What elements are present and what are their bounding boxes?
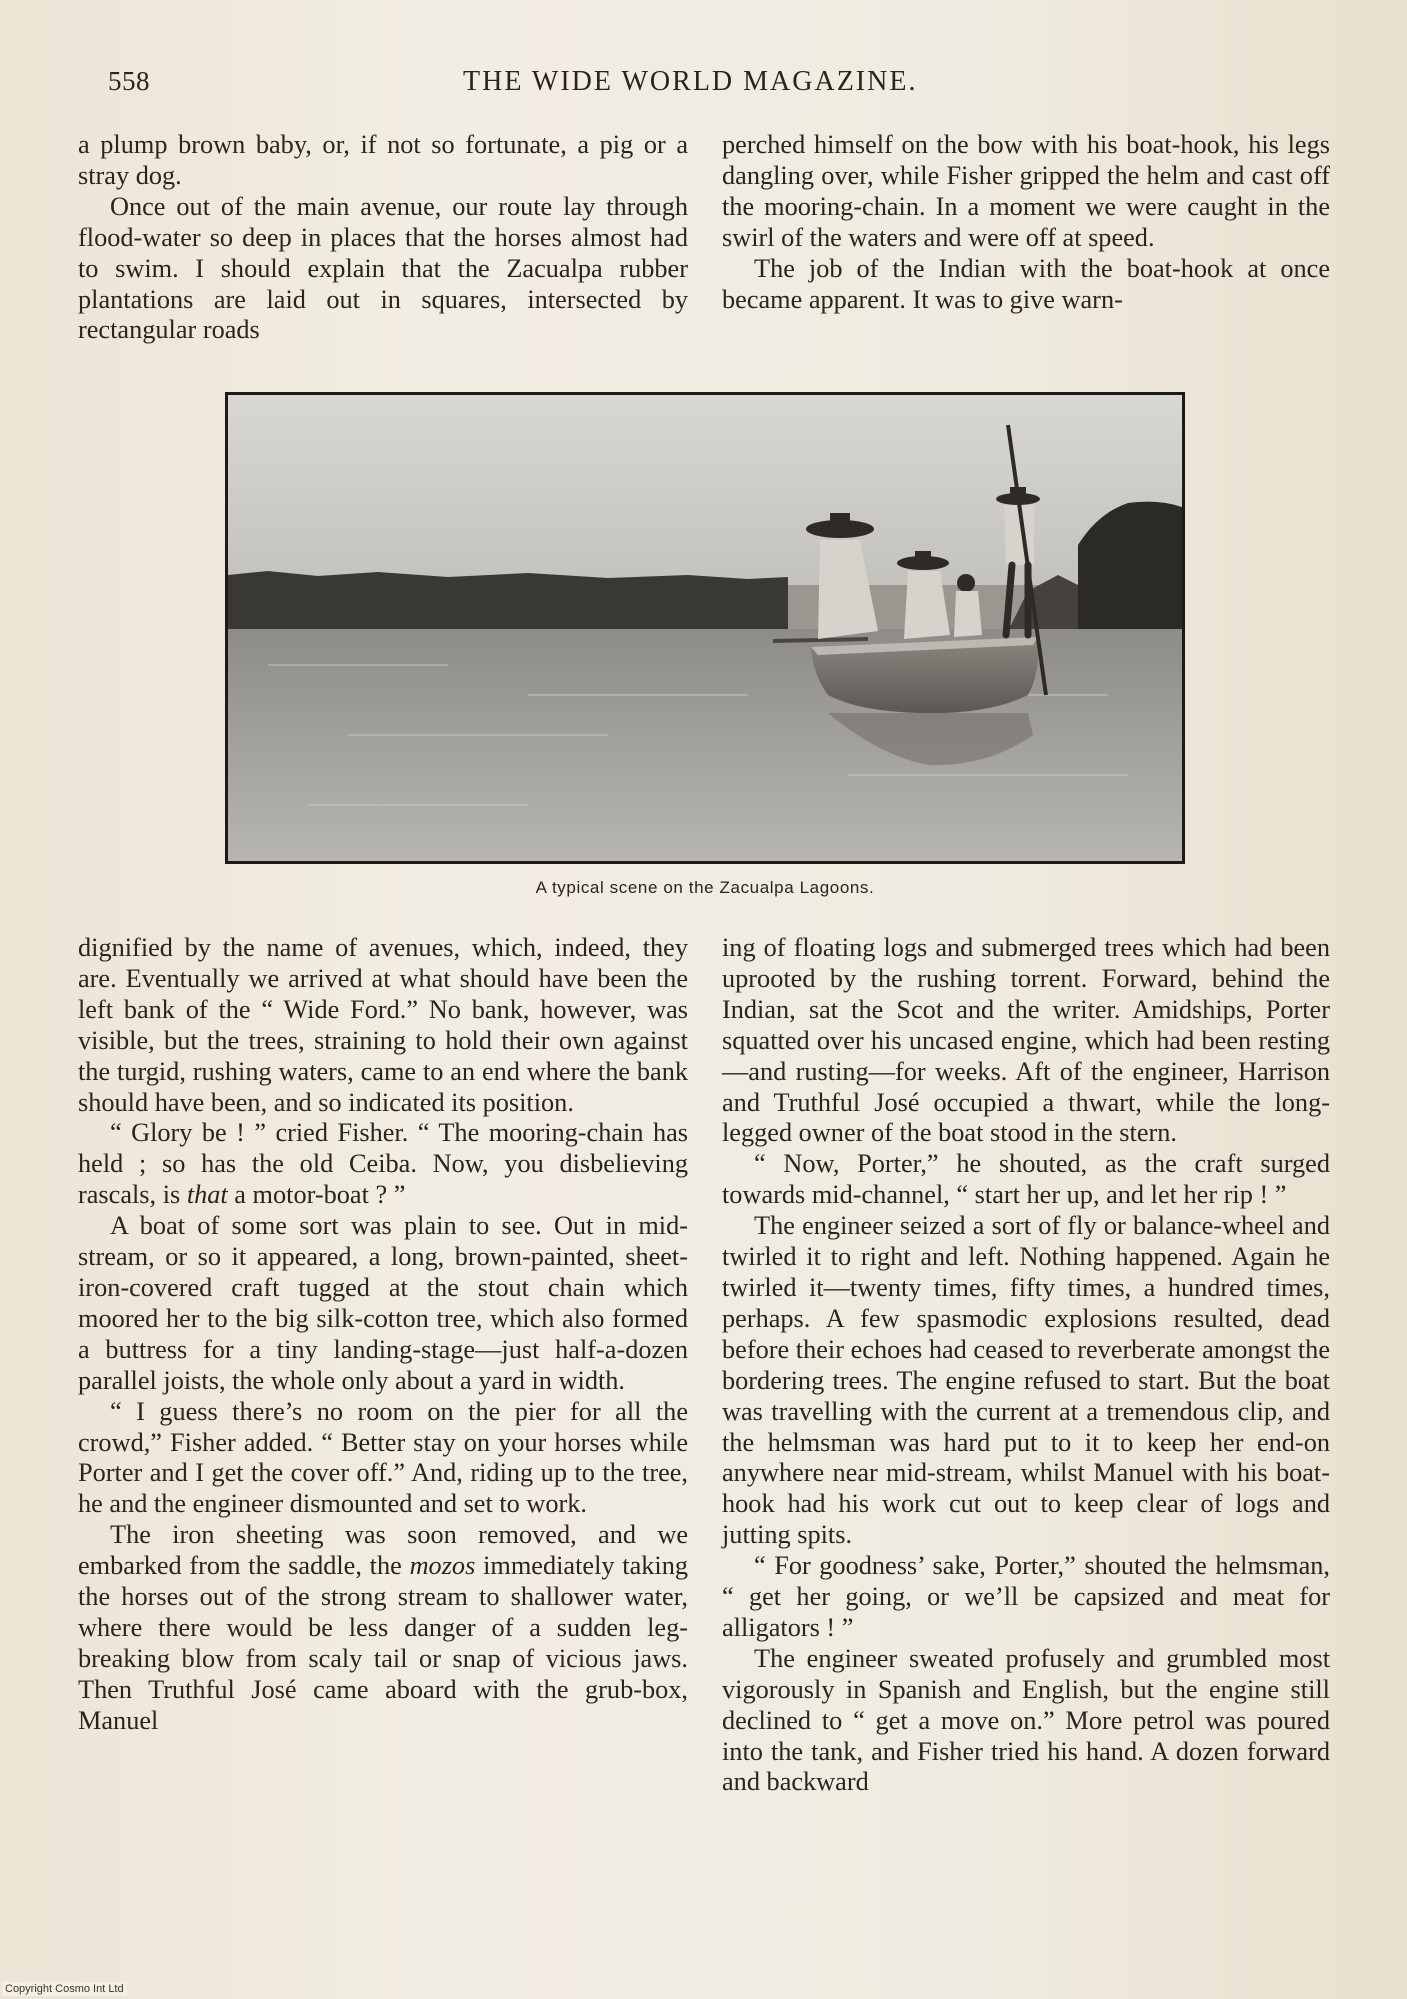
paragraph [78, 1520, 688, 1736]
paragraph: ing of floating logs and submerged trees which had been uprooted by the rushing torrent. Forward, behind the Indian, sat the Scot and the writer. Amidships, Porter squatted over his uncased engine, which had been resting—and rusting—for weeks. Aft of the engineer, Harrison and Truthful José occupied a thwart, while the long-legged owner of the boat stood in the stern. [722, 933, 1330, 1148]
text-column-top-left [78, 130, 688, 346]
lagoon-photo-illustration [228, 395, 1182, 861]
text-column-bottom-right [722, 933, 1330, 1798]
magazine-title: THE WIDE WORLD MAGAZINE. [463, 66, 918, 97]
copyright-notice: Copyright Cosmo Int Ltd [2, 1982, 127, 1996]
paragraph-text: The iron sheeting was soon removed, and we embarked from the saddle, the [78, 1520, 688, 1581]
page-header [108, 66, 1328, 106]
paragraph: Once out of the main avenue, our route lay through flood-water so deep in places that the horses almost had to swim. I should explain that the Zacualpa rubber plantations are laid out in squares, intersected by rectangular roads [78, 191, 688, 345]
paragraph-text: immediately taking the horses out of the strong stream to shallower water, where there would be less danger of a sudden leg-breaking blow from scaly tail or snap of vicious jaws. Then Truthful José came aboard with the grub-box, Manuel [78, 1551, 689, 1735]
emphasis-text: mozos [409, 1551, 476, 1581]
paragraph: “ For goodness’ sake, Porter,” shouted the helmsman, “ get her going, or we’ll be capsized and meat for alligators ! ” [722, 1551, 1330, 1642]
text-column-top-right [722, 130, 1330, 315]
paragraph [78, 1118, 688, 1211]
text-column-bottom-left [78, 933, 688, 1737]
paragraph: perched himself on the bow with his boat-hook, his legs dangling over, while Fisher gripped the helm and cast off the mooring-chain. In a moment we were caught in the swirl of the waters and were off at speed. [722, 130, 1330, 252]
page-number: 558 [108, 66, 150, 96]
lagoon-photograph [225, 392, 1185, 864]
paragraph: a plump brown baby, or, if not so fortunate, a pig or a stray dog. [78, 130, 688, 190]
paragraph-text: a motor-boat ? ” [227, 1180, 406, 1210]
paragraph: “ I guess there’s no room on the pier for all the crowd,” Fisher added. “ Better stay on your horses while Porter and I get the cover off.” And, riding up to the tree, he and the engineer dismounted and set to work. [78, 1396, 688, 1519]
photo-caption: A typical scene on the Zacualpa Lagoons. [535, 878, 875, 897]
paragraph: dignified by the name of avenues, which, indeed, they are. Eventually we arrived at what should have been the left bank of the “ Wide Ford.” No bank, however, was visible, but the trees, straining to hold their own against the turgid, rushing waters, came to an end where the bank should have been, and so indicated its position. [78, 933, 688, 1117]
paragraph: “ Now, Porter,” he shouted, as the craft surged towards mid-channel, “ start her up, and let her rip ! ” [722, 1149, 1330, 1210]
paragraph-text: “ Glory be ! ” cried Fisher. “ The mooring-chain has held ; so has the old Ceiba. Now, you disbelieving rascals, is [78, 1118, 688, 1210]
paragraph: The engineer sweated profusely and grumbled most vigorously in Spanish and English, but the engine still declined to “ get a move on.” More petrol was poured into the tank, and Fisher tried his hand. A dozen forward and backward [722, 1643, 1330, 1797]
paragraph: The engineer seized a sort of fly or balance-wheel and twirled it to right and left. Nothing happened. Again he twirled it—twenty times, fifty times, a hundred times, perhaps. A few spasmodic explosions resulted, dead before their echoes had ceased to reverberate amongst the bordering trees. The engine refused to start. But the boat was travelling with the current at a tremendous clip, and the helmsman was hard put to it to keep her end-on anywhere near mid-stream, whilst Manuel with his boat-hook had his work cut out to keep clear of logs and jutting spits. [722, 1211, 1330, 1550]
paragraph: A boat of some sort was plain to see. Out in mid-stream, or so it appeared, a long, brown-painted, sheet-iron-covered craft tugged at the stout chain which moored her to the big silk-cotton tree, which also formed a buttress for a tiny landing-stage—just half-a-dozen parallel joists, the whole only about a yard in width. [78, 1211, 688, 1395]
paragraph: The job of the Indian with the boat-hook at once became apparent. It was to give warn- [722, 253, 1330, 314]
emphasis-text: that [186, 1180, 228, 1210]
